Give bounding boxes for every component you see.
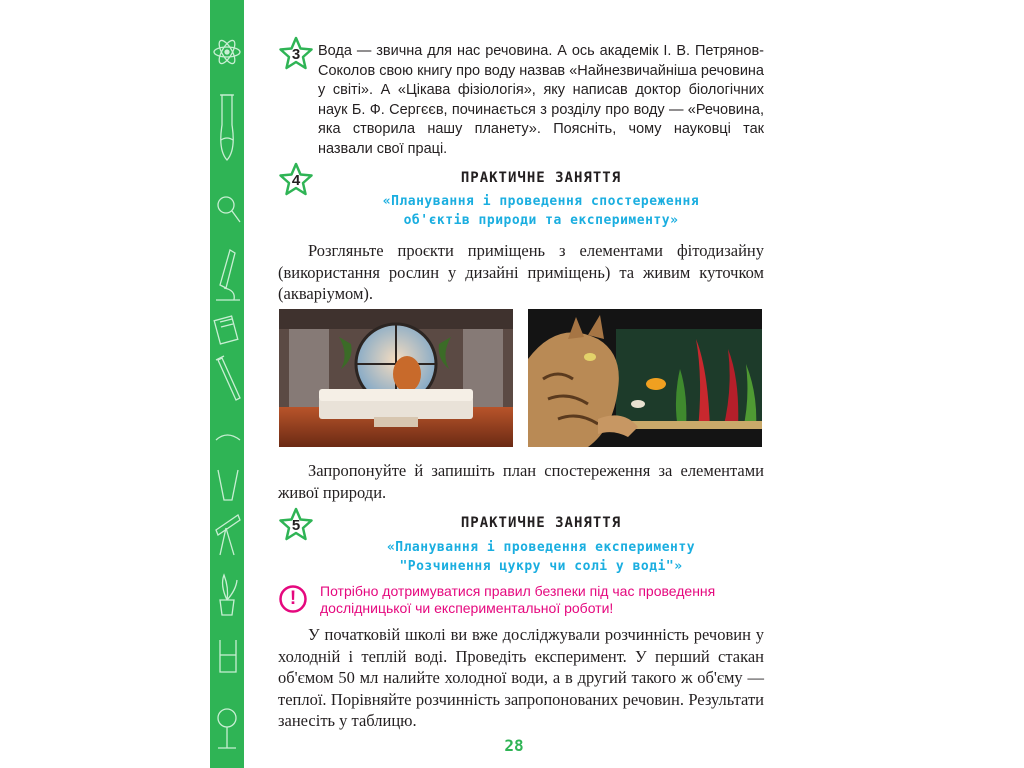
safety-warning: Потрібно дотримуватися правил безпеки під час проведення дослідницької чи експериментальної роботи! [320, 583, 716, 616]
section-heading: ПРАКТИЧНЕ ЗАНЯТТЯ [460, 170, 622, 186]
textbook-page [244, 0, 804, 768]
decorative-sidebar [210, 0, 244, 768]
task-4-intro: Розгляньте проєкти приміщень з елементами фітодизайну (використання рослин у дизайні приміщень) та живим куточком (акваріумом). [278, 241, 764, 303]
section-subtitle-line-2: "Розчинення цукру чи солі у воді"» [399, 559, 683, 574]
beaker-icon [220, 640, 236, 672]
task-number-badge [278, 36, 314, 72]
task-5-body: У початковій школі ви вже досліджували розчинність речовин у холодній і теплій воді. Проведіть експеримент. У перший стакан об'ємом 50 мл налийте холодної води, а в другий такого ж об'єму — теплої. Порівняйте розчинність запропонованих речовин. Результати занесіть у таблицю. [278, 625, 764, 730]
task-3-text: Вода — звична для нас речовина. А ось академік І. В. Петрянов-Соколов свою книгу про воду назвав «Найнезвичайніша речовина у світі». А «Цікава фізіологія», яку написав доктор біологічних наук Б. Ф. Сергєєв, починається з розділу про воду — «Речовина, яка створила нашу планету». Поясніть, чому науковці так назвали свої праці. [318, 43, 764, 157]
task-number: 3 [291, 46, 301, 63]
lab-glass-icon [216, 435, 240, 500]
section-subtitle-line-1: «Планування і проведення спостереження [382, 194, 700, 209]
aquarium-cat-photo [528, 309, 762, 447]
interior-photo [279, 309, 513, 447]
book-icon [214, 316, 238, 344]
telescope-icon [216, 515, 240, 555]
tree-icon [218, 709, 236, 748]
atom-icon [214, 38, 240, 66]
magnifier-icon [218, 197, 240, 222]
section-subtitle-line-2: об'єктів природи та експерименту» [403, 213, 679, 228]
task-4-outro: Запропонуйте й запишіть план спостереження за елементами живої природи. [278, 461, 764, 502]
section-subtitle-line-1: «Планування і проведення експерименту [386, 540, 696, 555]
warning-icon: ! [278, 584, 308, 614]
test-tube-icon [216, 356, 240, 400]
flask-icon [220, 95, 234, 160]
task-number: 4 [291, 172, 301, 189]
plant-icon [220, 575, 237, 615]
microscope-icon [216, 250, 240, 300]
section-heading: ПРАКТИЧНЕ ЗАНЯТТЯ [460, 515, 622, 531]
task-number: 5 [291, 517, 301, 534]
page-number: 28 [504, 736, 524, 755]
